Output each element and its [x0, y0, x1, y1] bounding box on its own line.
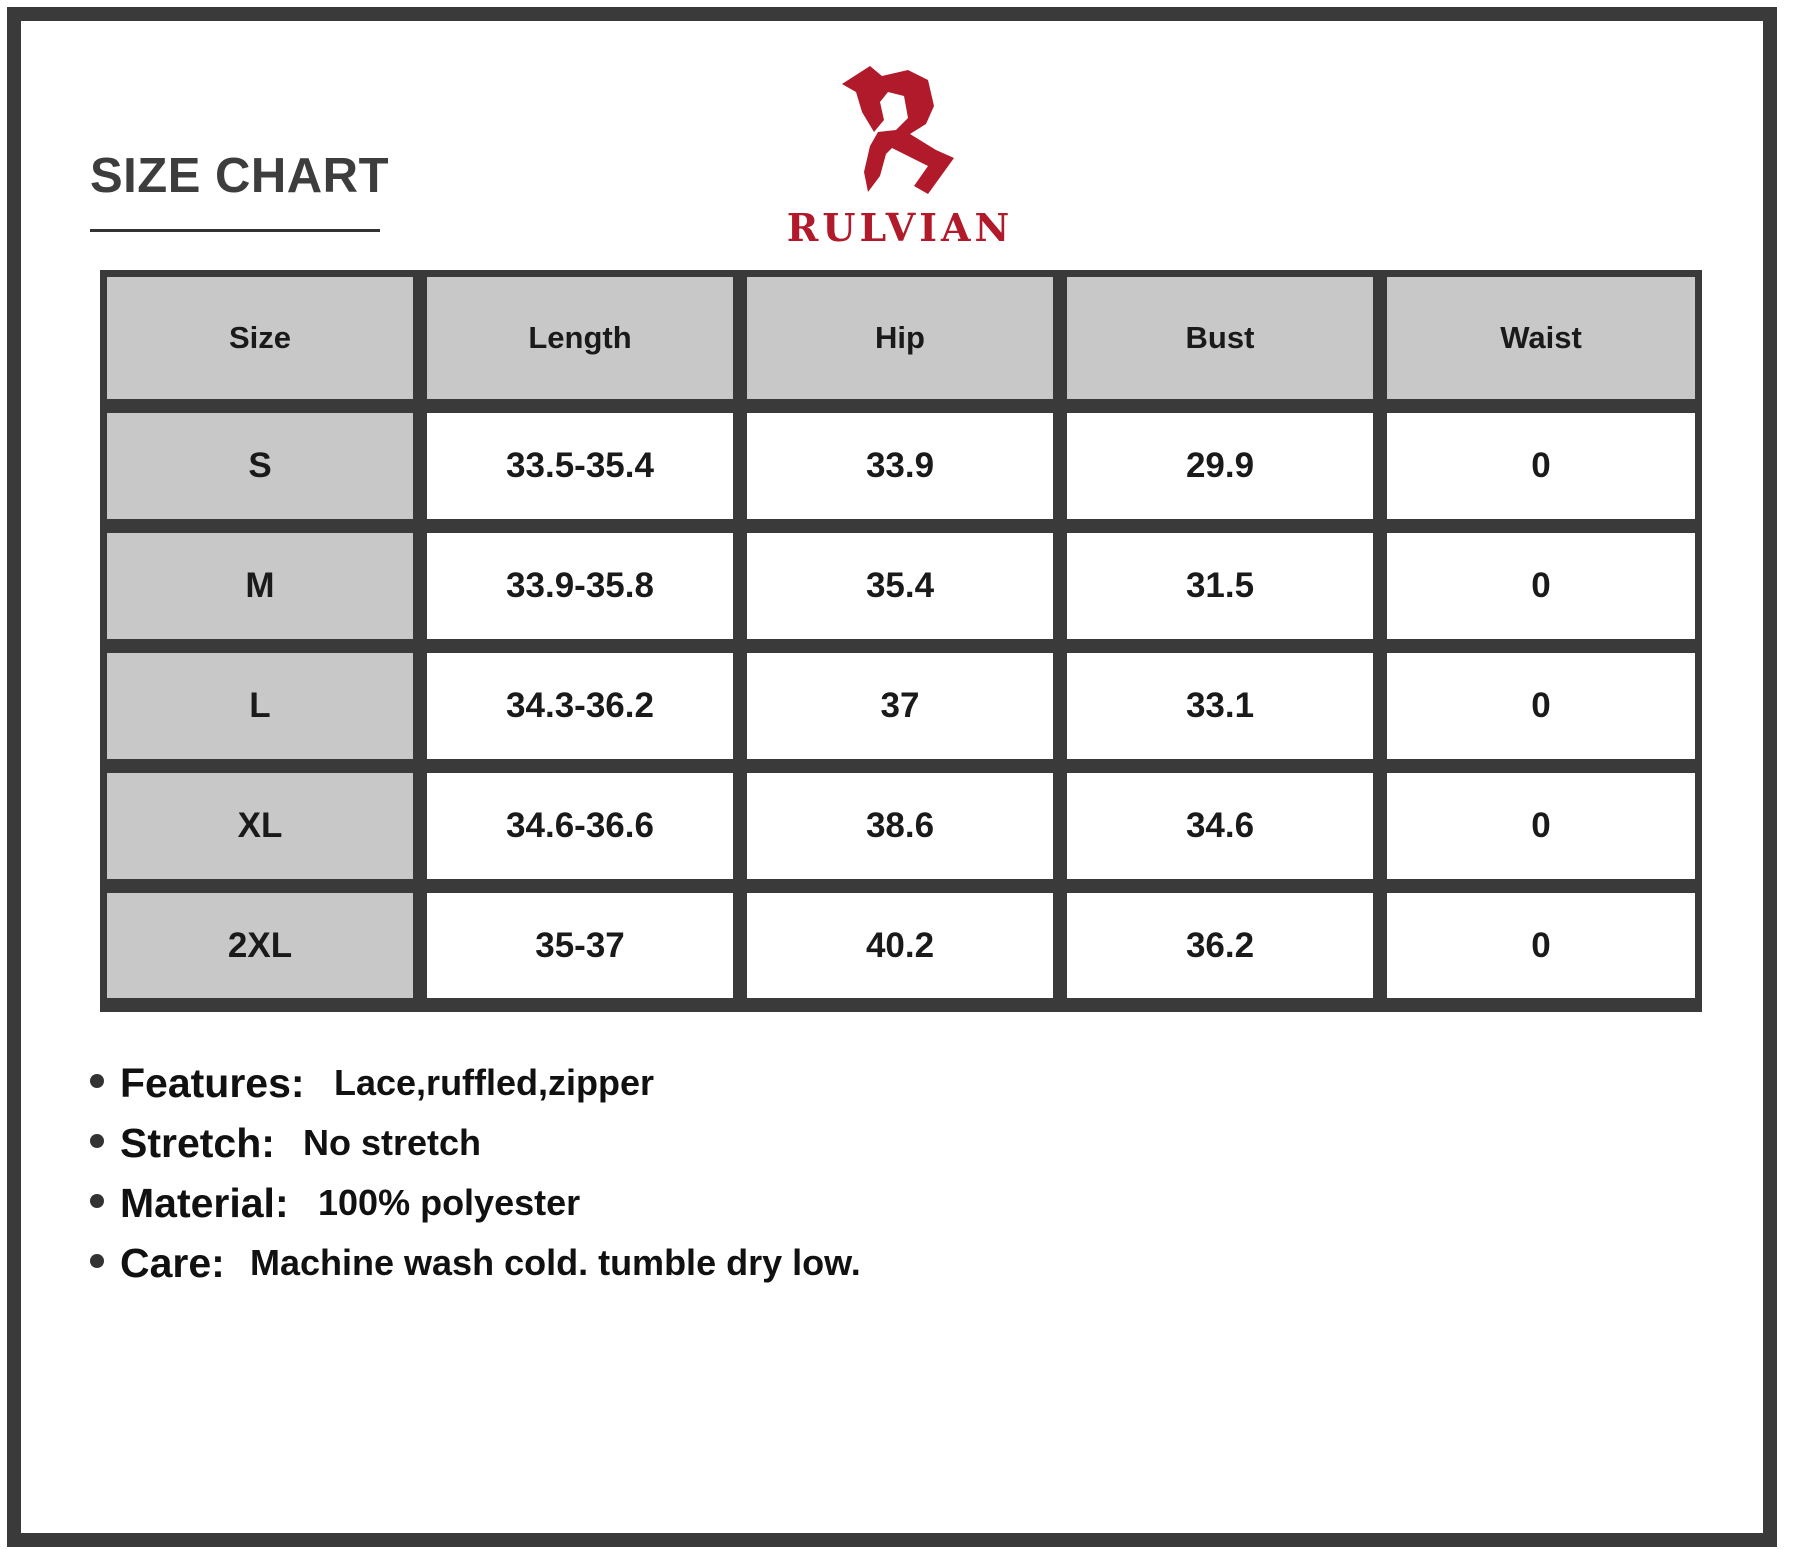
- bust-cell: 34.6: [1067, 773, 1373, 879]
- size-cell: S: [107, 413, 413, 519]
- detail-value: No stretch: [303, 1122, 482, 1163]
- waist-cell: 0: [1387, 893, 1695, 998]
- header-cell-bust: Bust: [1067, 277, 1373, 399]
- title-underline: [90, 229, 380, 232]
- length-cell: 33.5-35.4: [427, 413, 733, 519]
- brand-name: RULVIAN: [786, 205, 1014, 250]
- hip-cell: 37: [747, 653, 1053, 759]
- detail-value: Machine wash cold. tumble dry low.: [250, 1242, 861, 1283]
- size-cell: 2XL: [107, 893, 413, 998]
- length-cell: 33.9-35.8: [427, 533, 733, 639]
- header-cell-length: Length: [427, 277, 733, 399]
- bust-cell: 29.9: [1067, 413, 1373, 519]
- length-cell: 35-37: [427, 893, 733, 998]
- bust-cell: 36.2: [1067, 893, 1373, 998]
- size-cell: XL: [107, 773, 413, 879]
- waist-cell: 0: [1387, 773, 1695, 879]
- bullet-icon: [90, 1254, 104, 1268]
- detail-value: Lace,ruffled,zipper: [334, 1062, 655, 1103]
- header-cell-waist: Waist: [1387, 277, 1695, 399]
- header-cell-size: Size: [107, 277, 413, 399]
- bullet-icon: [90, 1194, 104, 1208]
- table-header-row: [107, 277, 1695, 399]
- header-cell-hip: Hip: [747, 277, 1053, 399]
- hip-cell: 35.4: [747, 533, 1053, 639]
- size-cell: M: [107, 533, 413, 639]
- detail-value: 100% polyester: [318, 1182, 581, 1223]
- table-row: [107, 413, 1695, 519]
- hip-cell: 33.9: [747, 413, 1053, 519]
- size-table: [100, 270, 1702, 1012]
- bullet-icon: [90, 1134, 104, 1148]
- brand-logo: [780, 62, 1020, 252]
- table-row: [107, 893, 1695, 998]
- rulvian-r-logo-icon: [830, 62, 970, 202]
- table-row: [107, 773, 1695, 879]
- table-row: [107, 653, 1695, 759]
- waist-cell: 0: [1387, 413, 1695, 519]
- bust-cell: 31.5: [1067, 533, 1373, 639]
- waist-cell: 0: [1387, 653, 1695, 759]
- detail-label: Material:: [120, 1180, 289, 1226]
- table-row: [107, 533, 1695, 639]
- detail-label: Features:: [120, 1060, 305, 1106]
- bust-cell: 33.1: [1067, 653, 1373, 759]
- size-cell: L: [107, 653, 413, 759]
- bullet-icon: [90, 1074, 104, 1088]
- detail-label: Stretch:: [120, 1120, 275, 1166]
- hip-cell: 38.6: [747, 773, 1053, 879]
- length-cell: 34.6-36.6: [427, 773, 733, 879]
- waist-cell: 0: [1387, 533, 1695, 639]
- detail-label: Care:: [120, 1240, 225, 1286]
- page-title: SIZE CHART: [90, 149, 389, 203]
- hip-cell: 40.2: [747, 893, 1053, 998]
- length-cell: 34.3-36.2: [427, 653, 733, 759]
